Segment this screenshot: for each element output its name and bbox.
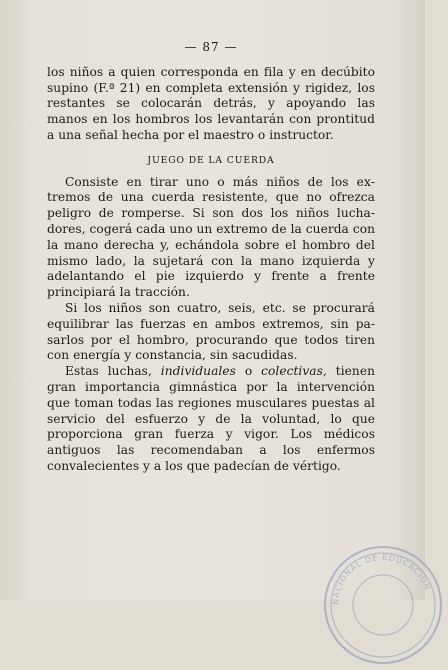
- luchas-individuales: individuales: [160, 364, 236, 379]
- paragraph-four-six: Si los niños son cuatro, seis, etc. se procurará equilibrar las fuerzas en ambos extremos, sin pasarlos por el hombro, procurando que todos tiren con energía y constancia, sin sacudidas.: [47, 300, 375, 363]
- page-number-text: — 87 —: [184, 40, 238, 54]
- paragraph-luchas: [47, 364, 375, 475]
- luchas-text-start: Estas luchas,: [65, 364, 161, 379]
- section-heading: JUEGO DE LA CUERDA: [147, 154, 275, 166]
- page-number: [47, 40, 375, 56]
- luchas-text-end: tienen gran importancia gimnástica por la intervención que toman todas las regiones musculares puestas al servicio del esfuerzo y de la voluntad, lo que proporciona gran fuerza y vigor. Los médicos antiguos las recomendaban a los enfermos convalecientes y a los que padecían de vértigo.: [47, 364, 375, 473]
- luchas-colectivas: colectivas,: [261, 364, 327, 379]
- library-stamp-seal: [318, 540, 448, 670]
- stamp-text: NACIONAL DE EDUCACIÓN: [330, 552, 433, 606]
- page-text: [47, 40, 375, 475]
- paragraph-continued: los niños a quien corresponda en fila y en decúbito supino (F.ª 21) en completa extensión y rigidez, los restantes se colocarán detrás, y apoyando las manos en los hombros los levantarán con prontitud a una señal hecha por el maestro o instructor.: [47, 64, 375, 142]
- luchas-text-o: o: [235, 364, 262, 379]
- paragraph-rope-game: Consiste en tirar uno o más niños de los extremos de una cuerda resistente, que no ofrezca peligro de romperse. Si son dos los niños luchadores, cogerá cada uno un extremo de la cuerda con la mano derecha y, echándola sobre el hombro del mismo lado, la sujetará con la mano izquierda y adelantando el pie izquierdo y frente a frente principiará la tracción.: [47, 174, 375, 300]
